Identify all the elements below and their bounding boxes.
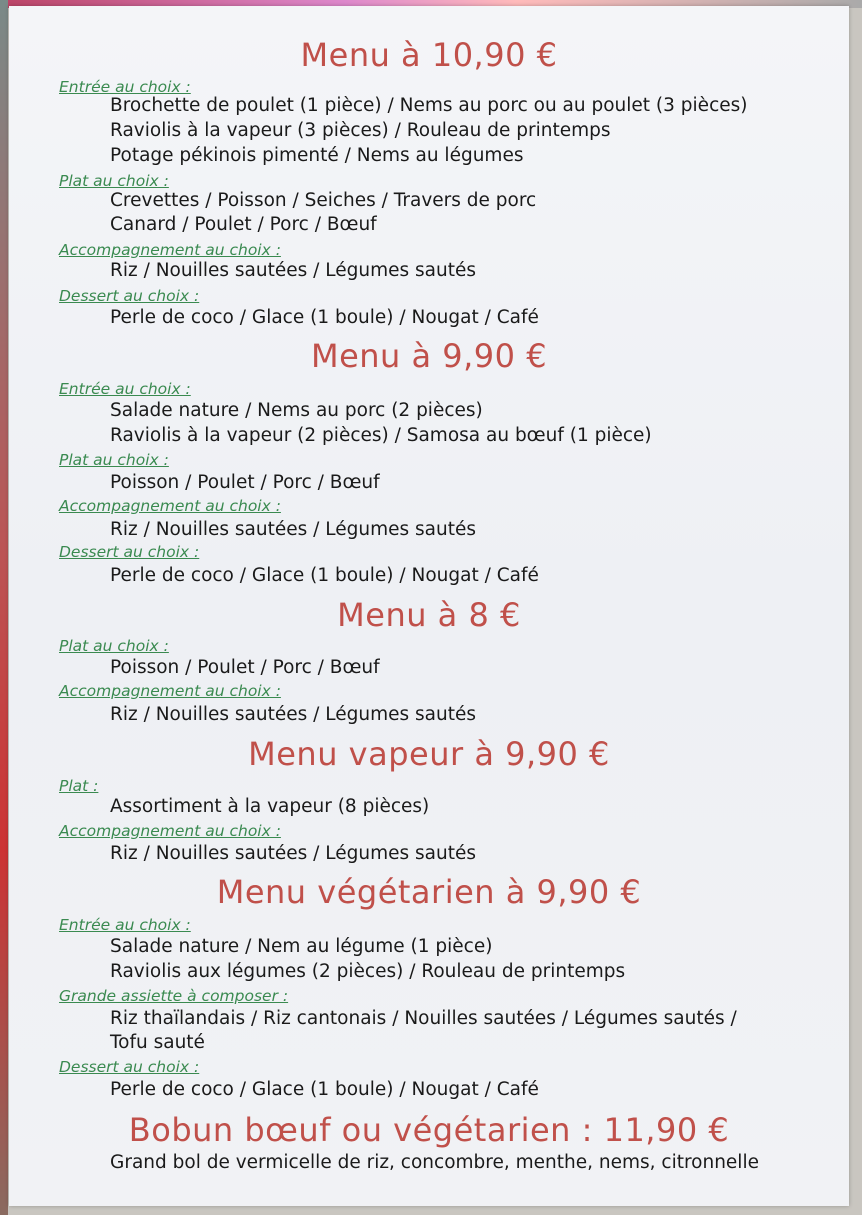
section-label: Accompagnement au choix :: [59, 241, 281, 259]
menu-item: Riz thaïlandais / Riz cantonais / Nouilles sautées / Légumes sautés /: [110, 1008, 737, 1029]
section-label: Entrée au choix :: [59, 916, 191, 934]
menu-item: Perle de coco / Glace (1 boule) / Nougat / Café: [110, 1079, 539, 1100]
menu-item: Riz / Nouilles sautées / Légumes sautés: [110, 519, 476, 540]
menu-title: Menu à 9,90 €: [310, 337, 548, 375]
menu-item: Poisson / Poulet / Porc / Bœuf: [110, 657, 380, 678]
section-label: Entrée au choix :: [59, 78, 191, 96]
menu-item: Poisson / Poulet / Porc / Bœuf: [110, 472, 380, 493]
section-label: Dessert au choix :: [59, 287, 200, 305]
section-label: Accompagnement au choix :: [59, 497, 281, 515]
menu-item: Salade nature / Nems au porc (2 pièces): [110, 400, 483, 421]
menu-item: Crevettes / Poisson / Seiches / Travers de porc: [110, 190, 537, 211]
background-left: [0, 0, 8, 1215]
section-label: Entrée au choix :: [59, 380, 191, 398]
menu-title: Menu à 10,90 €: [300, 36, 558, 74]
menu-title: Menu végétarien à 9,90 €: [216, 873, 642, 911]
menu-item: Perle de coco / Glace (1 boule) / Nougat / Café: [110, 565, 539, 586]
menu-item: Brochette de poulet (1 pièce) / Nems au porc ou au poulet (3 pièces): [110, 95, 748, 116]
menu-item: Tofu sauté: [110, 1032, 205, 1053]
bobun-title: Bobun bœuf ou végétarien : 11,90 €: [128, 1111, 730, 1149]
section-label: Plat au choix :: [59, 451, 169, 469]
section-label: Plat :: [59, 777, 99, 795]
section-label: Accompagnement au choix :: [59, 822, 281, 840]
menu-item: Raviolis à la vapeur (2 pièces) / Samosa au bœuf (1 pièce): [110, 425, 652, 446]
section-label: Accompagnement au choix :: [59, 682, 281, 700]
section-label: Plat au choix :: [59, 637, 169, 655]
menu-item: Potage pékinois pimenté / Nems au légumes: [110, 145, 524, 166]
menu-title: Menu vapeur à 9,90 €: [248, 735, 610, 773]
menu-item: Riz / Nouilles sautées / Légumes sautés: [110, 260, 476, 281]
menu-item: Raviolis à la vapeur (3 pièces) / Rouleau de printemps: [110, 120, 611, 141]
menu-item: Perle de coco / Glace (1 boule) / Nougat / Café: [110, 307, 539, 328]
menu-item: Raviolis aux légumes (2 pièces) / Rouleau de printemps: [110, 961, 626, 982]
menu-item: Riz / Nouilles sautées / Légumes sautés: [110, 843, 476, 864]
menu-item: Riz / Nouilles sautées / Légumes sautés: [110, 704, 476, 725]
section-label: Plat au choix :: [59, 172, 169, 190]
section-label: Grande assiette à composer :: [59, 987, 289, 1005]
section-label: Dessert au choix :: [59, 543, 200, 561]
bobun-description: Grand bol de vermicelle de riz, concombre, menthe, nems, citronnelle: [110, 1152, 759, 1173]
menu-sheet: [9, 6, 849, 1206]
section-label: Dessert au choix :: [59, 1058, 200, 1076]
menu-item: Canard / Poulet / Porc / Bœuf: [110, 214, 377, 235]
menu-item: Salade nature / Nem au légume (1 pièce): [110, 936, 493, 957]
menu-title: Menu à 8 €: [337, 596, 521, 634]
menu-item: Assortiment à la vapeur (8 pièces): [110, 796, 430, 817]
